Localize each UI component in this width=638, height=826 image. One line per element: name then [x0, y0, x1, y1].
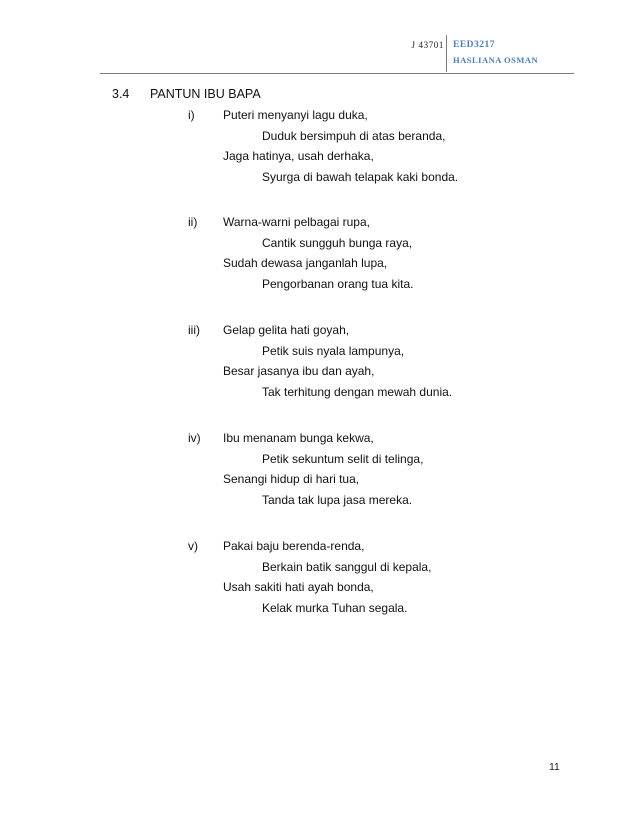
stanza-label: iii): [188, 323, 200, 337]
stanza: [188, 428, 568, 510]
stanza-line: Berkain batik sanggul di kepala,: [262, 559, 432, 574]
stanza-line: Senangi hidup di hari tua,: [223, 472, 360, 486]
stanza-label: ii): [188, 215, 198, 229]
stanza-line: Pakai baju berenda-renda,: [223, 539, 365, 553]
section-title: PANTUN IBU BAPA: [150, 87, 261, 101]
stanza-line: Pengorbanan orang tua kita.: [262, 276, 414, 291]
stanza-line: Sudah dewasa janganlah lupa,: [223, 256, 388, 270]
stanza-line: Besar jasanya ibu dan ayah,: [223, 364, 375, 378]
stanza: [188, 212, 568, 294]
stanza: [188, 536, 568, 618]
stanza-line: Jaga hatinya, usah derhaka,: [223, 149, 374, 163]
stanza-line: Petik sekuntum selit di telinga,: [262, 451, 424, 466]
stanza-line: Cantik sungguh bunga raya,: [262, 235, 413, 250]
stanza-line: Puteri menyanyi lagu duka,: [223, 108, 368, 122]
stanza-line: Ibu menanam bunga kekwa,: [223, 431, 374, 445]
header-rule: [100, 73, 574, 74]
page-number: 11: [549, 761, 560, 773]
header-divider: [446, 35, 447, 72]
page-header: [0, 24, 638, 74]
stanza-label: i): [188, 108, 195, 122]
stanza-label: v): [188, 539, 198, 553]
stanza-label: iv): [188, 431, 201, 445]
author-name: HASLIANA OSMAN: [453, 55, 539, 65]
stanza-line: Gelap gelita hati goyah,: [223, 323, 350, 337]
section-number: 3.4: [112, 87, 130, 101]
stanza-line: Usah sakiti hati ayah bonda,: [223, 580, 374, 594]
stanza-line: Duduk bersimpuh di atas beranda,: [262, 128, 446, 143]
section-heading: [112, 87, 261, 101]
stanza: [188, 105, 568, 187]
stanza-line: Kelak murka Tuhan segala.: [262, 600, 408, 615]
stanza: [188, 320, 568, 402]
stanza-line: Tanda tak lupa jasa mereka.: [262, 492, 413, 507]
stanza-line: Tak terhitung dengan mewah dunia.: [262, 384, 453, 399]
course-code: EED3217: [453, 40, 496, 50]
document-id: J 43701: [411, 40, 444, 50]
stanza-line: Warna-warni pelbagai rupa,: [223, 215, 370, 229]
stanza-line: Syurga di bawah telapak kaki bonda.: [262, 169, 459, 184]
stanza-line: Petik suis nyala lampunya,: [262, 343, 405, 358]
